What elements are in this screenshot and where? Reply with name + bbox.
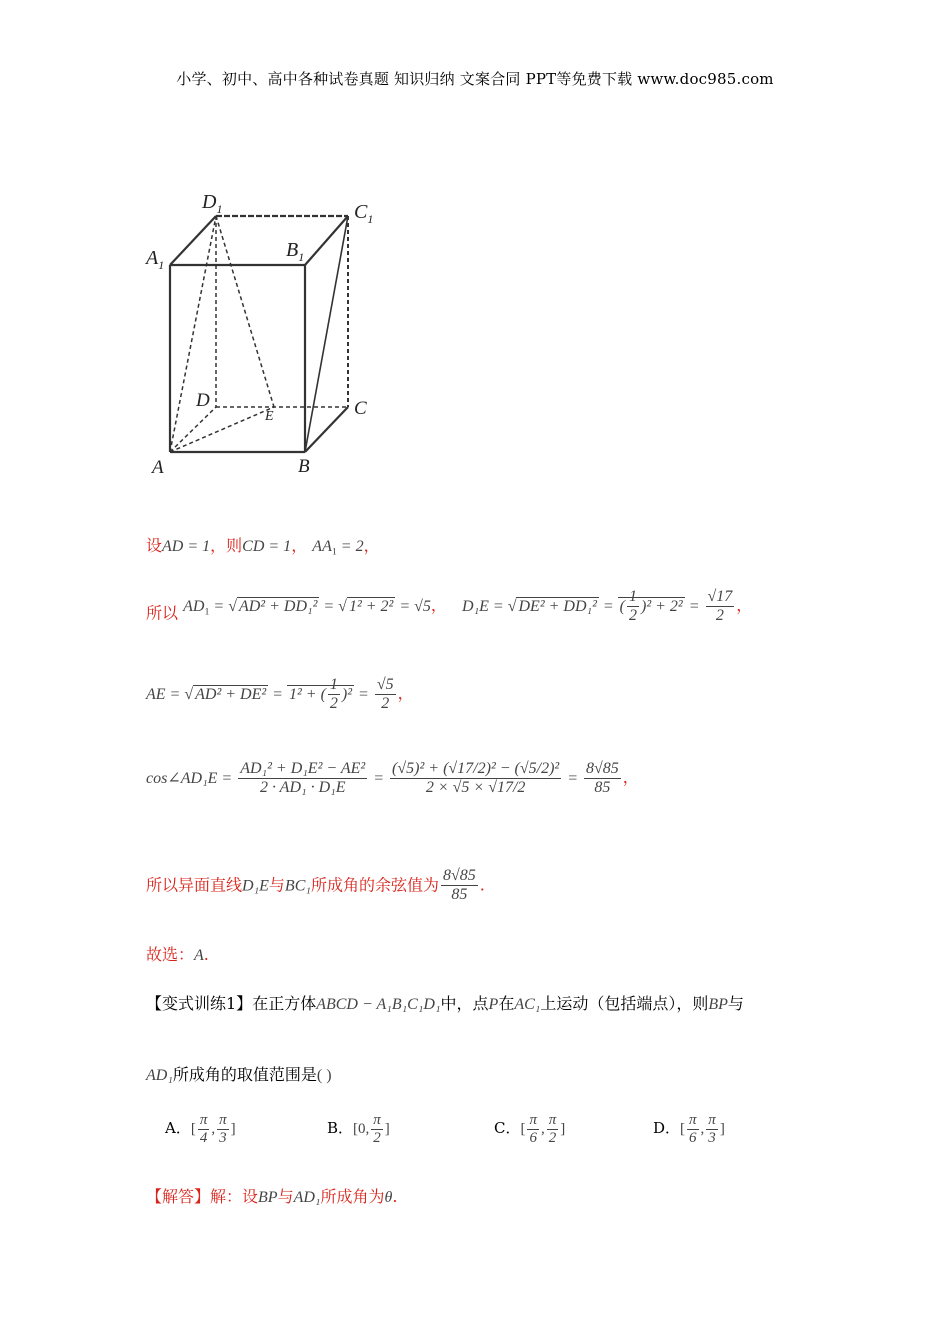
label-a: A: [152, 457, 164, 478]
text: 中，点: [440, 994, 489, 1013]
math-result: $\frac{8√85}{85}$: [442, 867, 476, 904]
line-ad1-d1e: [146, 588, 752, 626]
segment-ad1: [170, 216, 216, 452]
math-bp: BP: [258, 1189, 278, 1206]
text: 与: [277, 1187, 294, 1206]
exercise-line2: [146, 1062, 332, 1085]
text-suoyi: 所以: [146, 603, 179, 623]
option-interval: [ $\frac{\pi}{4}$ , $\frac{\pi}{3}$ ]: [190, 1112, 236, 1147]
text: 所成角的取值范围是: [172, 1065, 317, 1084]
exercise-tag: 【变式训练1】: [146, 994, 253, 1013]
segment-bc1: [305, 216, 348, 452]
line-cos: [146, 760, 639, 798]
label-d: D: [196, 390, 210, 411]
math-bp: BP: [708, 996, 728, 1013]
label-b: B: [298, 456, 310, 477]
label-d1: $D_1$: [202, 191, 223, 216]
math-ad: AD = 1: [162, 538, 211, 555]
math-ad1: $AD_1$ = √ AD² + DD₁² = √ 1² + 2² = √5: [183, 597, 431, 618]
math-ac1: AC₁: [514, 996, 541, 1013]
label-c: C: [354, 398, 367, 419]
label-e: E: [265, 409, 274, 424]
option-b[interactable]: [327, 1112, 390, 1148]
math-ad1: AD₁: [293, 1189, 321, 1206]
text: 与: [727, 994, 744, 1013]
option-letter: A．: [165, 1119, 191, 1138]
segment-d1e: [216, 216, 274, 407]
text-yu: 与: [268, 875, 285, 895]
math-p: P: [488, 996, 499, 1013]
text-conclusion: 所以异面直线: [146, 875, 243, 895]
exercise-line1: [146, 991, 744, 1014]
math-ad1: AD₁: [146, 1067, 173, 1084]
text: 在正方体: [252, 994, 317, 1013]
math-aa1: $AA_1 = 2$: [312, 538, 364, 558]
text: 在: [498, 994, 515, 1013]
text-dot: .: [392, 1187, 398, 1206]
math-answer: A: [194, 947, 204, 964]
text: 上运动（包括端点），则: [540, 994, 709, 1013]
line-choice: [146, 942, 209, 965]
answer-tag: 【解答】: [146, 1187, 211, 1206]
math-bc1: BC₁: [284, 877, 311, 895]
math-d1e: D₁E = √ DE² + DD₁² = ( $\frac{1}{2}$ )² + 2² = $\frac{√17}{2}$: [462, 588, 733, 625]
math-d1e-short: D₁E: [242, 877, 269, 895]
text: 解：设: [210, 1187, 259, 1206]
page-header: 小学、初中、高中各种试卷真题 知识归纳 文案合同 PPT等免费下载 www.doc985.com: [176, 70, 774, 88]
option-c[interactable]: [494, 1112, 565, 1148]
label-a1: $A_1$: [146, 247, 165, 272]
answer-blank: ( ): [316, 1067, 332, 1084]
line-ae: [146, 676, 414, 714]
line-set-lengths: [146, 533, 380, 557]
text-cos-value: 所成角的余弦值为: [310, 875, 439, 895]
edge-a1d1: [170, 216, 216, 265]
option-interval: [ $\frac{\pi}{6}$ , $\frac{\pi}{2}$ ]: [520, 1112, 566, 1147]
text: 所成角为: [320, 1187, 385, 1206]
answer-line: [146, 1184, 397, 1207]
label-b1: $B_1$: [286, 239, 305, 264]
text-she: 设: [146, 536, 163, 555]
line-conclusion: [146, 867, 485, 905]
math-cube: ABCD − A₁B₁C₁D₁: [316, 996, 441, 1013]
text-comma: ，: [622, 767, 639, 787]
text-ze: ，则: [210, 536, 243, 555]
math-cos: cos∠AD₁E = $\frac{\text{AD₁² + D₁E² − AE²}}{\text{2 · AD₁ · D₁E}}$ = $\frac{\text{(√5)² + (√17/2)² − (√5/2)²}}{2 \times √5 \times √17/2}$ = $\frac{8√85}{85}$: [146, 760, 619, 797]
text-guxuan: 故选：: [146, 945, 195, 964]
text-comma: ，: [430, 595, 447, 615]
text-dot: .: [479, 875, 485, 895]
text-comma: ，: [397, 683, 414, 703]
option-interval: [0, $\frac{\pi}{2}$ ]: [353, 1112, 390, 1147]
math-ae: AE = √ AD² + DE² = 1² + ( $\frac{1}{2}$ )² = $\frac{√5}{2}$: [146, 676, 394, 713]
option-d[interactable]: [653, 1112, 725, 1148]
text-comma: ，: [363, 536, 380, 555]
text-comma: ，: [291, 536, 308, 555]
option-letter: C．: [494, 1119, 521, 1138]
segment-ae: [170, 407, 274, 452]
option-interval: [ $\frac{\pi}{6}$ , $\frac{\pi}{3}$ ]: [680, 1112, 725, 1147]
option-a[interactable]: [165, 1112, 236, 1148]
option-letter: D．: [653, 1119, 681, 1138]
text-dot: .: [203, 945, 209, 964]
math-theta: θ: [384, 1189, 393, 1206]
edge-b1c1: [305, 216, 348, 265]
option-letter: B．: [327, 1119, 354, 1138]
math-cd: CD = 1: [242, 538, 292, 555]
label-c1: $C_1$: [354, 201, 374, 226]
text-comma: ，: [736, 595, 753, 615]
cuboid-figure: [140, 180, 390, 480]
